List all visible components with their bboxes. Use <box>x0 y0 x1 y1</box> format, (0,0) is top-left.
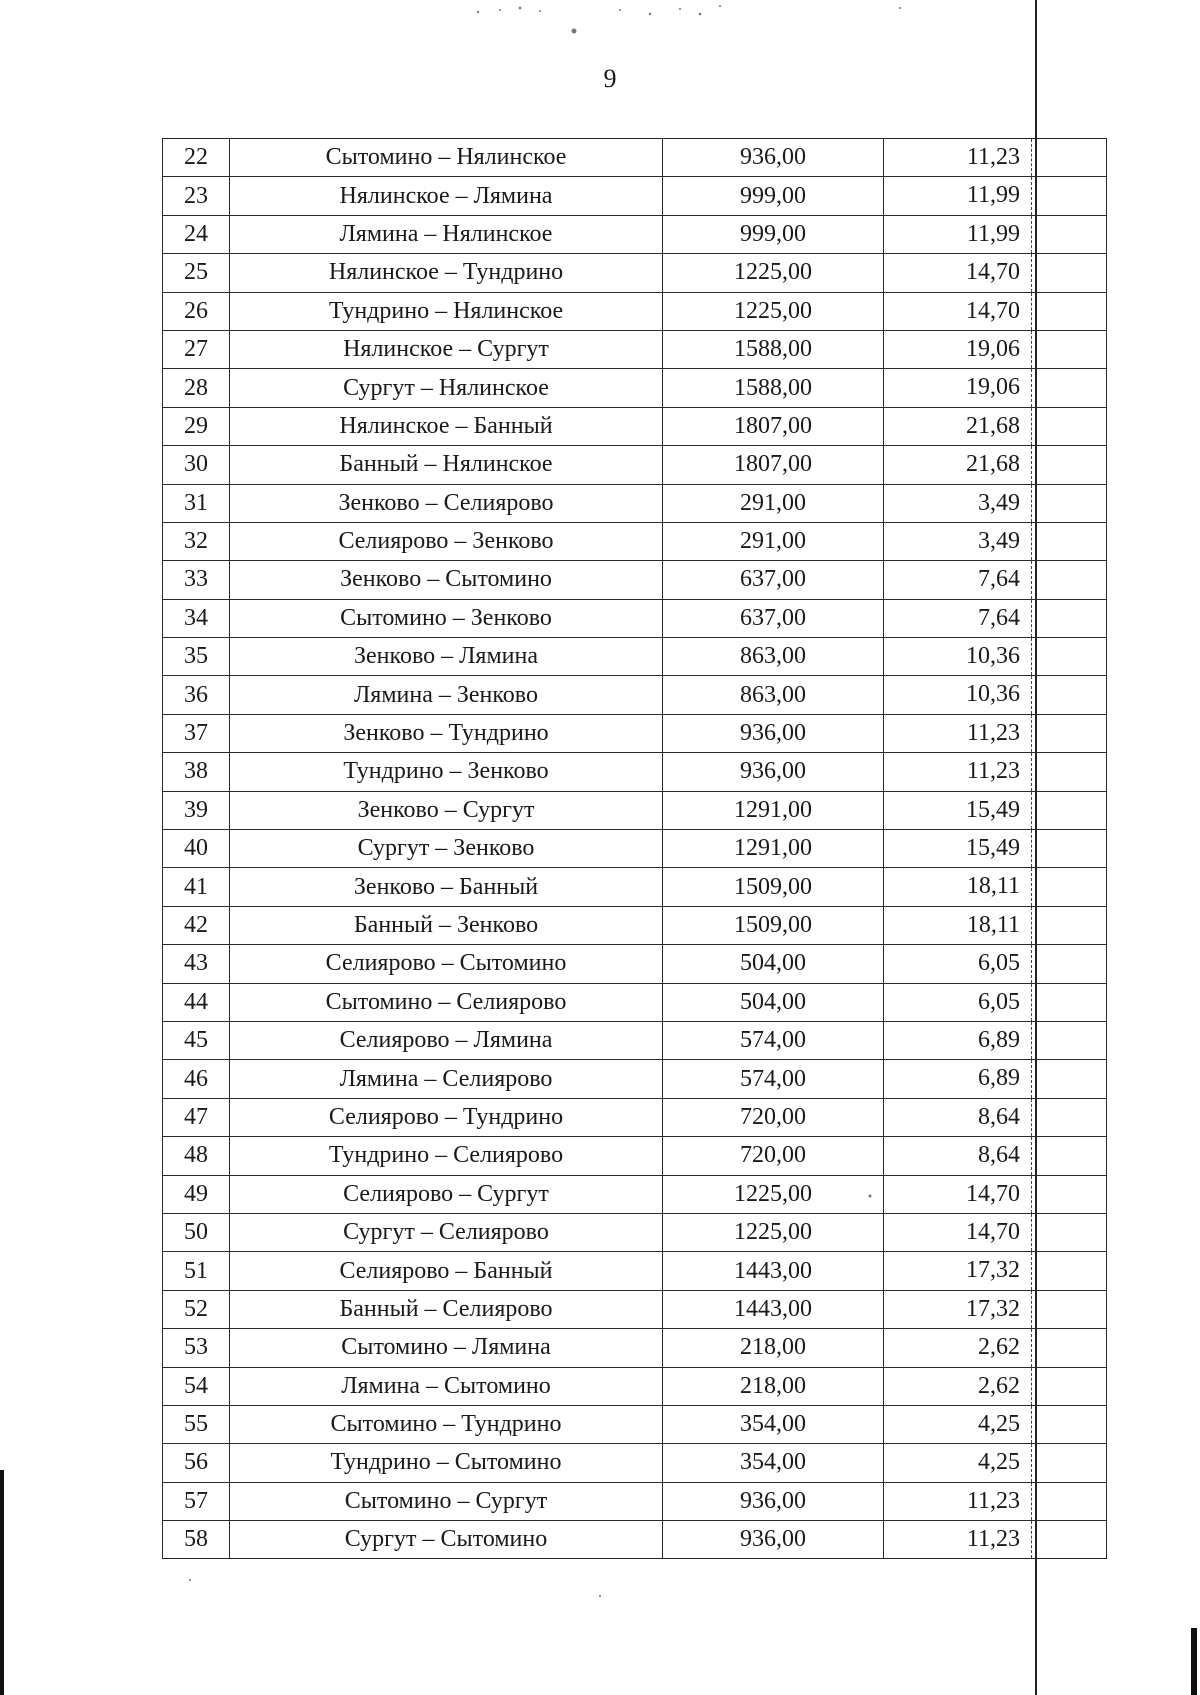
table-row <box>163 791 1107 829</box>
cell-divider <box>1031 715 1032 752</box>
table-row <box>163 1175 1107 1213</box>
price-cell: 863,00 <box>663 638 884 676</box>
table-row <box>163 676 1107 714</box>
row-number-cell: 52 <box>163 1290 230 1328</box>
percent-cell <box>884 945 1107 983</box>
percent-value: 6,89 <box>978 1026 1020 1053</box>
table-row <box>163 330 1107 368</box>
cell-divider <box>1031 1176 1032 1213</box>
route-cell: Тундрино – Сытомино <box>230 1444 663 1482</box>
percent-value: 11,99 <box>966 182 1020 209</box>
route-cell: Сытомино – Зенково <box>230 599 663 637</box>
row-number-cell: 30 <box>163 446 230 484</box>
table-row <box>163 638 1107 676</box>
price-cell: 218,00 <box>663 1329 884 1367</box>
percent-value: 6,89 <box>978 1065 1020 1092</box>
percent-value: 11,23 <box>966 1487 1020 1514</box>
cell-divider <box>1031 792 1032 829</box>
row-number-cell: 32 <box>163 522 230 560</box>
route-cell: Зенково – Сургут <box>230 791 663 829</box>
row-number-cell: 43 <box>163 945 230 983</box>
percent-cell <box>884 1021 1107 1059</box>
cell-divider <box>1031 369 1032 406</box>
price-cell: 1443,00 <box>663 1290 884 1328</box>
percent-cell <box>884 868 1107 906</box>
price-cell: 291,00 <box>663 484 884 522</box>
percent-value: 11,23 <box>966 1526 1020 1553</box>
row-number-cell: 44 <box>163 983 230 1021</box>
percent-value: 8,64 <box>978 1142 1020 1169</box>
page-number: 9 <box>603 64 617 93</box>
price-cell: 1225,00 <box>663 1175 884 1213</box>
price-cell: 936,00 <box>663 139 884 177</box>
price-cell: 936,00 <box>663 1482 884 1520</box>
price-cell: 1509,00 <box>663 906 884 944</box>
table-row <box>163 254 1107 292</box>
row-number-cell: 45 <box>163 1021 230 1059</box>
percent-value: 21,68 <box>966 451 1020 478</box>
cell-divider <box>1031 1406 1032 1443</box>
cell-divider <box>1031 1099 1032 1136</box>
percent-value: 15,49 <box>966 835 1020 862</box>
row-number-cell: 57 <box>163 1482 230 1520</box>
table-row <box>163 446 1107 484</box>
price-cell: 720,00 <box>663 1137 884 1175</box>
percent-value: 18,11 <box>966 873 1020 900</box>
route-cell: Тундрино – Зенково <box>230 753 663 791</box>
table-row <box>163 561 1107 599</box>
percent-cell <box>884 446 1107 484</box>
percent-value: 6,05 <box>978 950 1020 977</box>
row-number-cell: 51 <box>163 1252 230 1290</box>
table-row <box>163 1252 1107 1290</box>
route-cell: Лямина – Зенково <box>230 676 663 714</box>
route-cell: Нялинское – Банный <box>230 407 663 445</box>
route-cell: Зенково – Сытомино <box>230 561 663 599</box>
percent-value: 2,62 <box>978 1334 1020 1361</box>
route-cell: Банный – Селиярово <box>230 1290 663 1328</box>
row-number-cell: 53 <box>163 1329 230 1367</box>
percent-cell <box>884 676 1107 714</box>
row-number-cell: 23 <box>163 177 230 215</box>
row-number-cell: 41 <box>163 868 230 906</box>
percent-cell <box>884 1444 1107 1482</box>
table-row <box>163 830 1107 868</box>
route-fare-table <box>162 138 1107 1559</box>
route-cell: Сытомино – Тундрино <box>230 1405 663 1443</box>
route-cell: Сургут – Сытомино <box>230 1521 663 1559</box>
price-cell: 574,00 <box>663 1060 884 1098</box>
route-cell: Сытомино – Лямина <box>230 1329 663 1367</box>
percent-cell <box>884 599 1107 637</box>
table-row <box>163 407 1107 445</box>
row-number-cell: 34 <box>163 599 230 637</box>
table-row <box>163 1213 1107 1251</box>
price-cell: 1807,00 <box>663 446 884 484</box>
table-row <box>163 215 1107 253</box>
row-number-cell: 28 <box>163 369 230 407</box>
percent-cell <box>884 830 1107 868</box>
route-cell: Лямина – Селиярово <box>230 1060 663 1098</box>
route-cell: Сытомино – Нялинское <box>230 139 663 177</box>
cell-divider <box>1031 1291 1032 1328</box>
price-cell: 637,00 <box>663 599 884 637</box>
row-number-cell: 46 <box>163 1060 230 1098</box>
price-cell: 637,00 <box>663 561 884 599</box>
row-number-cell: 56 <box>163 1444 230 1482</box>
row-number-cell: 35 <box>163 638 230 676</box>
cell-divider <box>1031 177 1032 214</box>
percent-cell <box>884 983 1107 1021</box>
percent-cell <box>884 522 1107 560</box>
percent-cell <box>884 1329 1107 1367</box>
table-row <box>163 906 1107 944</box>
table-row <box>163 1329 1107 1367</box>
route-cell: Зенково – Лямина <box>230 638 663 676</box>
percent-cell <box>884 1175 1107 1213</box>
price-cell: 1588,00 <box>663 369 884 407</box>
percent-cell <box>884 292 1107 330</box>
table-row <box>163 177 1107 215</box>
table-row <box>163 522 1107 560</box>
percent-cell <box>884 1252 1107 1290</box>
route-cell: Сытомино – Сургут <box>230 1482 663 1520</box>
cell-divider <box>1031 1214 1032 1251</box>
percent-value: 14,70 <box>966 1180 1020 1207</box>
percent-cell <box>884 139 1107 177</box>
percent-value: 15,49 <box>966 796 1020 823</box>
cell-divider <box>1031 254 1032 291</box>
percent-value: 11,23 <box>966 758 1020 785</box>
percent-value: 7,64 <box>978 604 1020 631</box>
cell-divider <box>1031 1137 1032 1174</box>
percent-cell <box>884 1290 1107 1328</box>
price-cell: 999,00 <box>663 177 884 215</box>
percent-value: 19,06 <box>966 335 1020 362</box>
route-cell: Сытомино – Селиярово <box>230 983 663 1021</box>
table-row <box>163 292 1107 330</box>
percent-cell <box>884 1060 1107 1098</box>
price-cell: 218,00 <box>663 1367 884 1405</box>
route-cell: Лямина – Сытомино <box>230 1367 663 1405</box>
cell-divider <box>1031 408 1032 445</box>
route-cell: Селиярово – Сургут <box>230 1175 663 1213</box>
percent-cell <box>884 1213 1107 1251</box>
route-cell: Банный – Нялинское <box>230 446 663 484</box>
table-row <box>163 1482 1107 1520</box>
table-row <box>163 599 1107 637</box>
price-cell: 1509,00 <box>663 868 884 906</box>
cell-divider <box>1031 907 1032 944</box>
table-row <box>163 1444 1107 1482</box>
percent-value: 7,64 <box>978 566 1020 593</box>
cell-divider <box>1031 446 1032 483</box>
route-cell: Зенково – Селиярово <box>230 484 663 522</box>
price-cell: 1443,00 <box>663 1252 884 1290</box>
percent-value: 14,70 <box>966 1218 1020 1245</box>
row-number-cell: 48 <box>163 1137 230 1175</box>
route-cell: Сургут – Зенково <box>230 830 663 868</box>
cell-divider <box>1031 293 1032 330</box>
row-number-cell: 47 <box>163 1098 230 1136</box>
table-row <box>163 1405 1107 1443</box>
cell-divider <box>1031 830 1032 867</box>
percent-value: 18,11 <box>966 911 1020 938</box>
price-cell: 504,00 <box>663 983 884 1021</box>
percent-value: 19,06 <box>966 374 1020 401</box>
price-cell: 291,00 <box>663 522 884 560</box>
row-number-cell: 50 <box>163 1213 230 1251</box>
percent-cell <box>884 1098 1107 1136</box>
cell-divider <box>1031 1022 1032 1059</box>
percent-cell <box>884 215 1107 253</box>
route-cell: Селиярово – Сытомино <box>230 945 663 983</box>
percent-cell <box>884 1405 1107 1443</box>
percent-cell <box>884 638 1107 676</box>
percent-value: 17,32 <box>966 1295 1020 1322</box>
route-cell: Зенково – Банный <box>230 868 663 906</box>
table-row <box>163 1021 1107 1059</box>
cell-divider <box>1031 139 1032 176</box>
price-cell: 1225,00 <box>663 1213 884 1251</box>
row-number-cell: 36 <box>163 676 230 714</box>
table-row <box>163 1137 1107 1175</box>
table-row <box>163 484 1107 522</box>
percent-value: 4,25 <box>978 1449 1020 1476</box>
table-row <box>163 1098 1107 1136</box>
route-cell: Нялинское – Лямина <box>230 177 663 215</box>
price-cell: 720,00 <box>663 1098 884 1136</box>
percent-value: 21,68 <box>966 412 1020 439</box>
price-cell: 504,00 <box>663 945 884 983</box>
cell-divider <box>1031 1329 1032 1366</box>
price-cell: 1807,00 <box>663 407 884 445</box>
cell-divider <box>1031 1444 1032 1481</box>
cell-divider <box>1031 945 1032 982</box>
row-number-cell: 42 <box>163 906 230 944</box>
percent-cell <box>884 791 1107 829</box>
row-number-cell: 29 <box>163 407 230 445</box>
percent-value: 10,36 <box>966 643 1020 670</box>
percent-cell <box>884 369 1107 407</box>
table-row <box>163 1367 1107 1405</box>
cell-divider <box>1031 485 1032 522</box>
scan-edge-mark-bottom-right <box>1191 1628 1197 1695</box>
route-cell: Банный – Зенково <box>230 906 663 944</box>
table-row <box>163 945 1107 983</box>
price-cell: 1291,00 <box>663 791 884 829</box>
table-row <box>163 983 1107 1021</box>
percent-value: 14,70 <box>966 259 1020 286</box>
price-cell: 1225,00 <box>663 292 884 330</box>
row-number-cell: 24 <box>163 215 230 253</box>
table-row <box>163 714 1107 752</box>
percent-cell <box>884 177 1107 215</box>
route-cell: Тундрино – Селиярово <box>230 1137 663 1175</box>
route-cell: Селиярово – Тундрино <box>230 1098 663 1136</box>
table-row <box>163 1521 1107 1559</box>
row-number-cell: 22 <box>163 139 230 177</box>
row-number-cell: 54 <box>163 1367 230 1405</box>
route-cell: Тундрино – Нялинское <box>230 292 663 330</box>
table-row <box>163 868 1107 906</box>
table-row <box>163 1060 1107 1098</box>
table-row <box>163 369 1107 407</box>
percent-cell <box>884 561 1107 599</box>
price-cell: 574,00 <box>663 1021 884 1059</box>
cell-divider <box>1031 753 1032 790</box>
price-cell: 1225,00 <box>663 254 884 292</box>
percent-value: 6,05 <box>978 988 1020 1015</box>
cell-divider <box>1031 1060 1032 1097</box>
price-cell: 354,00 <box>663 1405 884 1443</box>
row-number-cell: 38 <box>163 753 230 791</box>
percent-value: 3,49 <box>978 527 1020 554</box>
percent-value: 11,23 <box>966 144 1020 170</box>
cell-divider <box>1031 1252 1032 1289</box>
cell-divider <box>1031 523 1032 560</box>
row-number-cell: 58 <box>163 1521 230 1559</box>
row-number-cell: 25 <box>163 254 230 292</box>
percent-cell <box>884 330 1107 368</box>
percent-value: 11,23 <box>966 719 1020 746</box>
percent-cell <box>884 1521 1107 1559</box>
row-number-cell: 37 <box>163 714 230 752</box>
table-row <box>163 1290 1107 1328</box>
cell-divider <box>1031 1521 1032 1558</box>
row-number-cell: 31 <box>163 484 230 522</box>
percent-value: 11,99 <box>966 220 1020 247</box>
cell-divider <box>1031 331 1032 368</box>
percent-cell <box>884 1367 1107 1405</box>
price-cell: 936,00 <box>663 753 884 791</box>
route-cell: Селиярово – Банный <box>230 1252 663 1290</box>
cell-divider <box>1031 868 1032 905</box>
route-cell: Селиярово – Зенково <box>230 522 663 560</box>
route-table-body <box>163 139 1107 1559</box>
percent-cell <box>884 1482 1107 1520</box>
route-cell: Лямина – Нялинское <box>230 215 663 253</box>
table-row <box>163 139 1107 177</box>
route-cell: Нялинское – Тундрино <box>230 254 663 292</box>
cell-divider <box>1031 1368 1032 1405</box>
scan-edge-mark-left <box>0 1470 4 1695</box>
price-cell: 1588,00 <box>663 330 884 368</box>
cell-divider <box>1031 216 1032 253</box>
price-cell: 1291,00 <box>663 830 884 868</box>
percent-cell <box>884 484 1107 522</box>
percent-value: 2,62 <box>978 1372 1020 1399</box>
route-cell: Сургут – Нялинское <box>230 369 663 407</box>
cell-divider <box>1031 561 1032 598</box>
percent-cell <box>884 753 1107 791</box>
price-cell: 936,00 <box>663 1521 884 1559</box>
table-row <box>163 753 1107 791</box>
percent-value: 8,64 <box>978 1103 1020 1130</box>
row-number-cell: 40 <box>163 830 230 868</box>
price-cell: 354,00 <box>663 1444 884 1482</box>
percent-value: 14,70 <box>966 297 1020 324</box>
percent-cell <box>884 1137 1107 1175</box>
percent-value: 3,49 <box>978 489 1020 516</box>
route-cell: Селиярово – Лямина <box>230 1021 663 1059</box>
route-cell: Зенково – Тундрино <box>230 714 663 752</box>
cell-divider <box>1031 676 1032 713</box>
price-cell: 936,00 <box>663 714 884 752</box>
row-number-cell: 39 <box>163 791 230 829</box>
row-number-cell: 33 <box>163 561 230 599</box>
cell-divider <box>1031 600 1032 637</box>
cell-divider <box>1031 1483 1032 1520</box>
route-cell: Сургут – Селиярово <box>230 1213 663 1251</box>
percent-value: 17,32 <box>966 1257 1020 1284</box>
percent-cell <box>884 906 1107 944</box>
cell-divider <box>1031 638 1032 675</box>
percent-value: 10,36 <box>966 681 1020 708</box>
percent-cell <box>884 407 1107 445</box>
cell-divider <box>1031 984 1032 1021</box>
price-cell: 999,00 <box>663 215 884 253</box>
price-cell: 863,00 <box>663 676 884 714</box>
percent-cell <box>884 254 1107 292</box>
row-number-cell: 55 <box>163 1405 230 1443</box>
route-cell: Нялинское – Сургут <box>230 330 663 368</box>
row-number-cell: 27 <box>163 330 230 368</box>
row-number-cell: 26 <box>163 292 230 330</box>
percent-cell <box>884 714 1107 752</box>
percent-value: 4,25 <box>978 1410 1020 1437</box>
row-number-cell: 49 <box>163 1175 230 1213</box>
